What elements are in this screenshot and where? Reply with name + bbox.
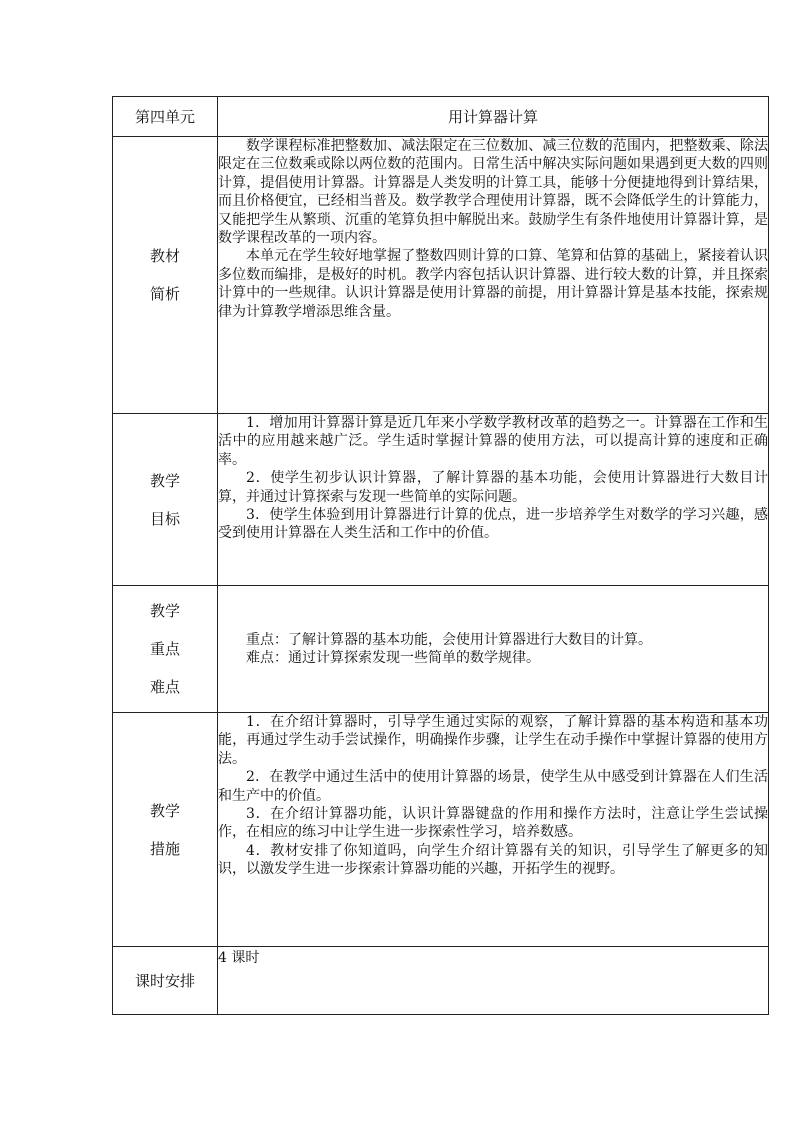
- measures-label-line-2: 措施: [149, 839, 180, 858]
- schedule-value: 4 课时: [218, 947, 769, 1015]
- measures-label-line-1: 教学: [149, 801, 180, 820]
- measures-paragraph-2: 2．在教学中通过生活中的使用计算器的场景，使学生从中感受到计算器在人们生活和生产中的价值。: [218, 769, 768, 804]
- goals-paragraph-1: 1．增加用计算器计算是近几年来小学数学教材改革的趋势之一。计算器在工作和生活中的应用越来越广泛。学生适时掌握计算器的使用方法，可以提高计算的速度和正确率。: [218, 415, 768, 468]
- measures-label: [113, 713, 218, 947]
- key-points-label-line-1: 教学: [149, 602, 180, 620]
- material-label-line-1: 教材: [149, 247, 180, 265]
- key-points-content: [218, 586, 769, 713]
- measures-content: [218, 713, 769, 947]
- material-content: [218, 137, 769, 414]
- unit-plan-table: [112, 96, 769, 1015]
- goals-label-line-2: 目标: [149, 509, 180, 528]
- material-label: [113, 137, 218, 414]
- schedule-row: [113, 947, 769, 1015]
- key-points-row: [113, 586, 769, 713]
- measures-paragraph-3: 3．在介绍计算器功能，认识计算器键盘的作用和操作方法时，注意让学生尝试操作，在相应的练习中让学生进一步探索性学习，培养数感。: [218, 806, 768, 841]
- measures-paragraph-1: 1．在介绍计算器时，引导学生通过实际的观察，了解计算器的基本构造和基本功能，再通过学生动手尝试操作，明确操作步骤，让学生在动手操作中掌握计算器的使用方法。: [218, 714, 768, 767]
- material-label-line-2: 简析: [149, 285, 180, 303]
- key-points-label-line-2: 重点: [149, 640, 180, 658]
- key-point-focus: 重点：了解计算器的基本功能，会使用计算器进行大数目的计算。: [246, 631, 652, 648]
- key-points-label-line-3: 难点: [149, 678, 180, 696]
- material-paragraph-2: 本单元在学生较好地掌握了整数四则计算的口算、笔算和估算的基础上，紧接着认识多位数而编排，是极好的时机。教学内容包括认识计算器、进行较大数的计算，并且探索计算中的一些规律。认识计算器是使用计算器的前提，用计算器计算是基本技能，探索规律为计算教学增添思维含量。: [218, 248, 768, 320]
- key-points-label: [113, 586, 218, 713]
- goals-paragraph-2: 2．使学生初步认识计算器，了解计算器的基本功能，会使用计算器进行大数目计算，并通过计算探索与发现一些简单的实际问题。: [218, 470, 768, 505]
- goals-paragraph-3: 3．使学生体验到用计算器进行计算的优点，进一步培养学生对数学的学习兴趣，感受到使用计算器在人类生活和工作中的价值。: [218, 507, 768, 542]
- goals-content: [218, 414, 769, 586]
- goals-label-line-1: 教学: [149, 471, 180, 490]
- material-paragraph-1: 数学课程标准把整数加、减法限定在三位数加、减三位数的范围内，把整数乘、除法限定在三位数乘或除以两位数的范围内。日常生活中解决实际问题如果遇到更大数的四则计算，提倡使用计算器。计算器是人类发明的计算工具，能够十分便捷地得到计算结果，而且价格便宜，已经相当普及。数学教学合理使用计算器，既不会降低学生的计算能力，又能把学生从繁琐、沉重的笔算负担中解脱出来。鼓励学生有条件地使用计算器计算，是数学课程改革的一项内容。: [218, 138, 768, 247]
- schedule-label: 课时安排: [113, 947, 218, 1015]
- goals-row: [113, 414, 769, 586]
- measures-row: [113, 713, 769, 947]
- material-row: [113, 137, 769, 414]
- key-point-difficulty: 难点：通过计算探索发现一些简单的数学规律。: [246, 650, 540, 666]
- unit-label: 第四单元: [113, 97, 218, 137]
- unit-title: 用计算器计算: [218, 97, 769, 137]
- header-row: [113, 97, 769, 137]
- measures-paragraph-4: 4．教材安排了你知道吗，向学生介绍计算器有关的知识，引导学生了解更多的知识，以激发学生进一步探索计算器功能的兴趣，开拓学生的视野。: [218, 842, 768, 878]
- goals-label: [113, 414, 218, 586]
